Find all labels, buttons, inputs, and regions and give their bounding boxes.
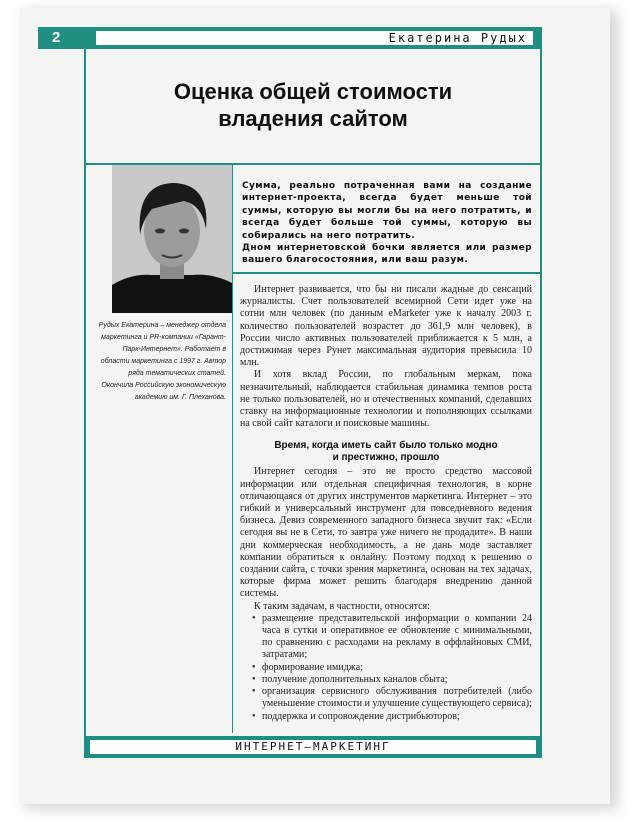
list-item: • получение дополнительных каналов сбыта; bbox=[262, 674, 532, 686]
title-line-1: Оценка общей стоимости bbox=[173, 79, 453, 104]
frame-right-rule bbox=[540, 49, 542, 739]
lead-quote bbox=[242, 180, 532, 267]
section-heading bbox=[240, 440, 532, 464]
list-item: • поддержка и сопровождение дистрибьюторов; bbox=[262, 711, 532, 723]
lead-paragraph-1: Сумма, реально потраченная вами на создание интернет-проекта, всегда будет меньше той суммы, которую вы могли бы на него потратить, и всегда будет больше той суммы, которую вы собирались на него потратить. bbox=[242, 181, 532, 241]
author-photo bbox=[112, 165, 232, 313]
portrait-illustration bbox=[112, 165, 232, 313]
article-body bbox=[240, 284, 532, 723]
body-paragraph-1: Интернет развивается, что бы ни писали жадные до сенсаций журналисты. Счет пользователей всемирной Сети идет уже на сотни млн человек (по данным eMarketer уже к началу 2003 г. количество пользователей возрастет до 361,9 млн человек), в России число активных пользователей приближается к 5 млн, а достижимая через Рунет максимальная аудитория превысила 10 млн. bbox=[240, 284, 532, 369]
column-divider bbox=[232, 165, 233, 733]
author-header: Екатерина Рудых bbox=[96, 31, 533, 45]
list-item: • формирование имиджа; bbox=[262, 662, 532, 674]
body-paragraph-4: К таким задачам, в частности, относятся: bbox=[254, 600, 430, 612]
list-item: • организация сервисного обслуживания потребителей (либо уменьшение стоимости и улучшение существующего сервиса); bbox=[262, 686, 532, 710]
lead-paragraph-2: Дном интернетовской бочки является или размер вашего благосостояния, или ваш разум. bbox=[242, 243, 532, 266]
frame-left-rule bbox=[84, 49, 86, 739]
body-paragraph-3: Интернет сегодня – это не просто средство массовой информации или отдельная специфичная технология, в корне отличающаяся от других инструментов маркетинга. Интернет – это гибкий и универсальный инструмент для повседневного ведения бизнеса. Девиз современного западного бизнеса звучит так: «Если сегодня вы не в Сети, то завтра уже ничего не продадите». В наши дни коммерческая необходимость, а не дань моде заставляет компании обратиться к онлайну. Поэтому подход к решению о создании сайта, с точки зрения маркетинга, основан на тех задачах, которые фирма может решить благодаря внедрению данной системы. bbox=[240, 466, 532, 600]
section-heading-line-2: и престижно, прошло bbox=[332, 452, 440, 464]
list-item: • размещение представительской информации о компании 24 часа в сутки и оперативное ее обновление с минимальными, по сравнению с расходами на рекламу в оффлайновых СМИ, затратами; bbox=[262, 613, 532, 662]
task-list bbox=[240, 613, 532, 723]
body-paragraph-2: И хотя вклад России, по глобальным меркам, пока незначительный, наблюдается стабильная динамика темпов роста не только пользователей, но и отечественных компаний, сделавших ставку на информационные технологии и пополняющих ссылками на свой сайт каталоги и поисковые машины. bbox=[240, 369, 532, 430]
section-heading-line-1: Время, когда иметь сайт было только модно bbox=[274, 440, 498, 452]
page-title bbox=[88, 78, 538, 132]
title-line-2: владения сайтом bbox=[218, 106, 408, 131]
author-caption: Рудых Екатерина – менеджер отдела маркетинга и PR-компании «Гарант-Парк-Интернет». Работает в области маркетинга с 1997 г. Автор ряда тематических статей. Окончила Российскую экономическую академию им. Г. Плеханова. bbox=[98, 322, 226, 401]
footer-title: ИНТЕРНЕТ–МАРКЕТИНГ bbox=[90, 740, 536, 754]
lead-divider bbox=[232, 272, 542, 274]
page-number: 2 bbox=[52, 29, 61, 46]
